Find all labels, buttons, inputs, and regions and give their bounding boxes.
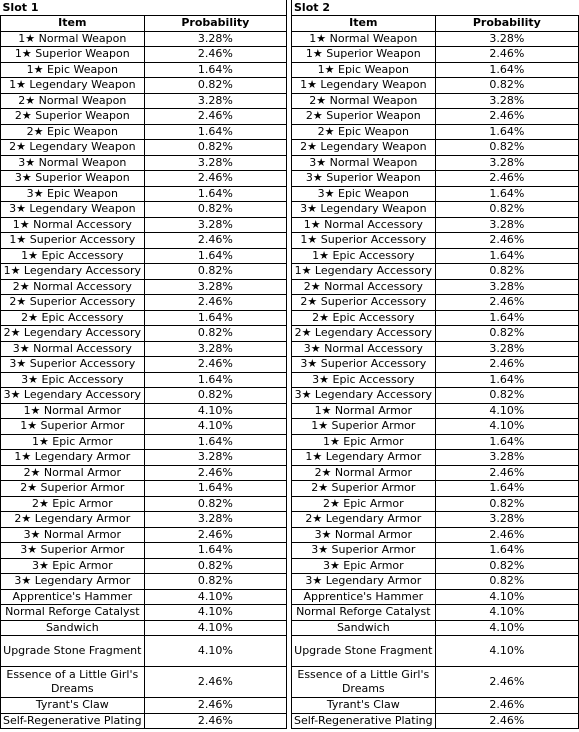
slot2-item-cell: 3★ Normal Weapon [292,155,436,171]
slot1-item-cell: 1★ Epic Weapon [1,62,145,78]
slot1-probability-cell: 2.46% [144,527,286,543]
table-row [1,698,579,714]
slot1-item-cell: 3★ Normal Weapon [1,155,145,171]
slot1-item-cell: 3★ Superior Accessory [1,357,145,373]
slot1-item-cell: 1★ Superior Accessory [1,233,145,249]
slot2-item-cell: 3★ Superior Weapon [292,171,436,187]
slot1-probability-cell: 0.82% [144,388,286,404]
slot1-probability-cell: 2.46% [144,357,286,373]
slot2-item-cell: 1★ Epic Armor [292,434,436,450]
slot1-probability-cell: 0.82% [144,202,286,218]
slot2-item-cell: 2★ Legendary Armor [292,512,436,528]
slot1-item-cell: 3★ Epic Accessory [1,372,145,388]
table-row [1,171,579,187]
slot2-probability-cell: 1.64% [435,481,578,497]
slot2-probability-cell: 4.10% [435,636,578,667]
table-row [1,217,579,233]
slot1-item-cell: Self-Regenerative Plating [1,713,145,729]
table-row [1,47,579,63]
slot2-item-cell: 3★ Legendary Weapon [292,202,436,218]
slot2-item-cell: 2★ Epic Weapon [292,124,436,140]
slot2-probability-cell: 2.46% [435,47,578,63]
table-row [1,248,579,264]
slot1-probability-header: Probability [144,16,286,32]
slot1-probability-cell: 1.64% [144,481,286,497]
slot1-probability-cell: 0.82% [144,78,286,94]
slot2-probability-cell: 1.64% [435,434,578,450]
slot2-item-cell: 1★ Epic Weapon [292,62,436,78]
table-row [1,202,579,218]
slot2-item-cell: 2★ Superior Armor [292,481,436,497]
slot2-item-cell: 1★ Superior Accessory [292,233,436,249]
slot1-item-cell: 2★ Epic Accessory [1,310,145,326]
table-row [1,295,579,311]
slot1-item-cell: 3★ Legendary Weapon [1,202,145,218]
table-row [1,543,579,559]
table-row [1,341,579,357]
header-row [1,16,579,32]
table-row [1,388,579,404]
slot1-item-cell: Tyrant's Claw [1,698,145,714]
slot2-item-cell: 1★ Normal Weapon [292,31,436,47]
slot1-probability-cell: 1.64% [144,186,286,202]
slot1-item-cell: 1★ Normal Weapon [1,31,145,47]
slot1-probability-cell: 0.82% [144,326,286,342]
slot2-probability-cell: 4.10% [435,620,578,636]
slot2-probability-cell: 2.46% [435,713,578,729]
slot1-probability-cell: 3.28% [144,93,286,109]
slot1-probability-cell: 1.64% [144,434,286,450]
table-row [1,93,579,109]
slot2-probability-cell: 1.64% [435,543,578,559]
slot2-item-cell: 3★ Epic Accessory [292,372,436,388]
slot1-probability-cell: 4.10% [144,636,286,667]
slot2-probability-cell: 0.82% [435,574,578,590]
slot2-probability-cell: 0.82% [435,326,578,342]
slot2-probability-header: Probability [435,16,578,32]
slot1-item-cell: 3★ Epic Armor [1,558,145,574]
slot1-probability-cell: 4.10% [144,605,286,621]
slot1-item-cell: 1★ Normal Accessory [1,217,145,233]
slot1-item-cell: Normal Reforge Catalyst [1,605,145,621]
slot1-probability-cell: 2.46% [144,295,286,311]
slot1-item-cell: 2★ Superior Accessory [1,295,145,311]
slot2-item-cell: Normal Reforge Catalyst [292,605,436,621]
table-row [1,434,579,450]
slot2-item-cell: 2★ Normal Weapon [292,93,436,109]
slot2-item-cell: 2★ Superior Weapon [292,109,436,125]
slot2-probability-cell: 4.10% [435,605,578,621]
slot1-probability-cell: 3.28% [144,155,286,171]
table-row [1,155,579,171]
slot1-probability-cell: 2.46% [144,667,286,698]
slot2-item-cell: 3★ Legendary Armor [292,574,436,590]
slot2-item-cell: Apprentice's Hammer [292,589,436,605]
slot1-item-cell: 2★ Epic Armor [1,496,145,512]
slot2-probability-cell: 2.46% [435,233,578,249]
slot2-item-cell: 2★ Legendary Accessory [292,326,436,342]
slot1-probability-cell: 1.64% [144,248,286,264]
slot1-probability-cell: 2.46% [144,47,286,63]
slot1-item-cell: 3★ Legendary Armor [1,574,145,590]
slot1-probability-cell: 1.64% [144,62,286,78]
slot2-probability-cell: 2.46% [435,295,578,311]
slot1-probability-cell: 2.46% [144,233,286,249]
slot2-item-cell: 1★ Legendary Armor [292,450,436,466]
slot2-probability-cell: 1.64% [435,310,578,326]
slot2-item-cell: 1★ Superior Weapon [292,47,436,63]
table-row [1,372,579,388]
table-row [1,403,579,419]
slot1-item-cell: 1★ Legendary Weapon [1,78,145,94]
slot2-probability-cell: 1.64% [435,62,578,78]
slot2-item-cell: 1★ Normal Armor [292,403,436,419]
table-row [1,620,579,636]
slot1-probability-cell: 0.82% [144,140,286,156]
slot1-item-cell: 1★ Legendary Armor [1,450,145,466]
table-row [1,62,579,78]
slot1-item-cell: 3★ Superior Armor [1,543,145,559]
table-row [1,713,579,729]
slot2-item-cell: 1★ Epic Accessory [292,248,436,264]
slot1-probability-cell: 4.10% [144,403,286,419]
slot1-item-cell: 2★ Legendary Accessory [1,326,145,342]
slot2-item-cell: Sandwich [292,620,436,636]
slot1-probability-cell: 1.64% [144,310,286,326]
slot1-title: Slot 1 [1,0,287,16]
table-row [1,574,579,590]
table-row [1,140,579,156]
slot1-probability-cell: 3.28% [144,31,286,47]
table-row [1,310,579,326]
table-row [1,636,579,667]
slot1-item-cell: 1★ Normal Armor [1,403,145,419]
slot2-item-cell: Tyrant's Claw [292,698,436,714]
slot1-item-cell: 2★ Normal Accessory [1,279,145,295]
slot1-item-cell: 1★ Epic Accessory [1,248,145,264]
slot1-item-cell: 2★ Superior Armor [1,481,145,497]
slot2-probability-cell: 1.64% [435,248,578,264]
slot2-probability-cell: 3.28% [435,512,578,528]
slot2-item-cell: Essence of a Little Girl's Dreams [292,667,436,698]
slot1-item-cell: 2★ Legendary Weapon [1,140,145,156]
slot1-item-header: Item [1,16,145,32]
slot2-item-cell: 2★ Legendary Weapon [292,140,436,156]
slot2-probability-cell: 0.82% [435,558,578,574]
slot2-item-cell: 2★ Superior Accessory [292,295,436,311]
slot2-item-cell: 2★ Epic Armor [292,496,436,512]
slot1-probability-cell: 1.64% [144,124,286,140]
slot1-probability-cell: 2.46% [144,171,286,187]
slot2-item-cell: Upgrade Stone Fragment [292,636,436,667]
slot2-title: Slot 2 [292,0,579,16]
slot2-probability-cell: 2.46% [435,109,578,125]
slot2-probability-cell: 3.28% [435,341,578,357]
slot1-item-cell: 2★ Normal Weapon [1,93,145,109]
slot1-item-cell: 2★ Normal Armor [1,465,145,481]
slot2-item-cell: 3★ Superior Accessory [292,357,436,373]
slot2-probability-cell: 1.64% [435,372,578,388]
slot2-item-cell: 1★ Legendary Weapon [292,78,436,94]
slot2-probability-cell: 2.46% [435,667,578,698]
table-row [1,450,579,466]
slot1-item-cell: 3★ Legendary Accessory [1,388,145,404]
slot2-item-cell: Self-Regenerative Plating [292,713,436,729]
slot2-probability-cell: 3.28% [435,155,578,171]
table-row [1,357,579,373]
slot2-probability-cell: 3.28% [435,31,578,47]
slot1-item-cell: 3★ Normal Armor [1,527,145,543]
slot2-probability-cell: 3.28% [435,450,578,466]
slot2-probability-cell: 1.64% [435,124,578,140]
slot2-item-cell: 2★ Epic Accessory [292,310,436,326]
slot-title-row [1,0,579,16]
slot1-item-cell: 1★ Legendary Accessory [1,264,145,280]
table-body [1,31,579,729]
table-row [1,326,579,342]
table-row [1,589,579,605]
slot2-probability-cell: 3.28% [435,279,578,295]
slot2-probability-cell: 2.46% [435,357,578,373]
slot2-probability-cell: 0.82% [435,496,578,512]
slot1-item-cell: 1★ Superior Weapon [1,47,145,63]
slot1-item-cell: Sandwich [1,620,145,636]
slot2-item-cell: 3★ Normal Accessory [292,341,436,357]
slot1-probability-cell: 0.82% [144,558,286,574]
table-row [1,233,579,249]
slot1-probability-cell: 4.10% [144,620,286,636]
table-row [1,558,579,574]
slot1-probability-cell: 2.46% [144,698,286,714]
table-row [1,419,579,435]
slot2-probability-cell: 3.28% [435,93,578,109]
slot1-item-cell: 2★ Legendary Armor [1,512,145,528]
slot2-item-cell: 2★ Normal Armor [292,465,436,481]
slot1-probability-cell: 2.46% [144,109,286,125]
slot1-item-cell: Upgrade Stone Fragment [1,636,145,667]
slot2-item-header: Item [292,16,436,32]
table-row [1,465,579,481]
slot1-probability-cell: 4.10% [144,419,286,435]
slot2-probability-cell: 0.82% [435,388,578,404]
table-row [1,78,579,94]
slot1-probability-cell: 2.46% [144,465,286,481]
slot2-item-cell: 1★ Superior Armor [292,419,436,435]
slot2-probability-cell: 2.46% [435,171,578,187]
slot1-probability-cell: 3.28% [144,512,286,528]
table-row [1,279,579,295]
slot2-item-cell: 3★ Epic Armor [292,558,436,574]
slot1-item-cell: 1★ Superior Armor [1,419,145,435]
slot1-probability-cell: 1.64% [144,543,286,559]
slot1-probability-cell: 0.82% [144,574,286,590]
slot2-probability-cell: 2.46% [435,698,578,714]
slot2-item-cell: 3★ Legendary Accessory [292,388,436,404]
slot2-item-cell: 3★ Superior Armor [292,543,436,559]
slot1-item-cell: 1★ Epic Armor [1,434,145,450]
table-row [1,109,579,125]
slot2-probability-cell: 2.46% [435,465,578,481]
slot2-probability-cell: 0.82% [435,140,578,156]
table-row [1,527,579,543]
slot2-probability-cell: 2.46% [435,527,578,543]
slot1-item-cell: 3★ Superior Weapon [1,171,145,187]
table-row [1,512,579,528]
slot1-item-cell: 2★ Epic Weapon [1,124,145,140]
slot2-probability-cell: 0.82% [435,202,578,218]
slot2-probability-cell: 4.10% [435,589,578,605]
slot1-probability-cell: 3.28% [144,217,286,233]
slot2-item-cell: 1★ Normal Accessory [292,217,436,233]
slot1-probability-cell: 4.10% [144,589,286,605]
slot1-item-cell: 2★ Superior Weapon [1,109,145,125]
table-row [1,31,579,47]
table-row [1,605,579,621]
table-row [1,667,579,698]
table-row [1,124,579,140]
slot1-item-cell: 3★ Epic Weapon [1,186,145,202]
slot2-item-cell: 1★ Legendary Accessory [292,264,436,280]
table-row [1,186,579,202]
slot1-probability-cell: 3.28% [144,341,286,357]
slot1-probability-cell: 0.82% [144,264,286,280]
slot2-probability-cell: 4.10% [435,403,578,419]
slot2-probability-cell: 0.82% [435,264,578,280]
slot2-item-cell: 3★ Epic Weapon [292,186,436,202]
slot2-item-cell: 3★ Normal Armor [292,527,436,543]
slot2-probability-cell: 3.28% [435,217,578,233]
slot2-item-cell: 2★ Normal Accessory [292,279,436,295]
table-row [1,264,579,280]
slot2-probability-cell: 1.64% [435,186,578,202]
slot2-probability-cell: 0.82% [435,78,578,94]
slot2-probability-cell: 4.10% [435,419,578,435]
table-row [1,481,579,497]
slot1-probability-cell: 2.46% [144,713,286,729]
slot1-probability-cell: 3.28% [144,279,286,295]
slot1-probability-cell: 1.64% [144,372,286,388]
slot1-probability-cell: 3.28% [144,450,286,466]
slot1-item-cell: Apprentice's Hammer [1,589,145,605]
slot1-item-cell: Essence of a Little Girl's Dreams [1,667,145,698]
slot1-probability-cell: 0.82% [144,496,286,512]
slot1-item-cell: 3★ Normal Accessory [1,341,145,357]
table-row [1,496,579,512]
